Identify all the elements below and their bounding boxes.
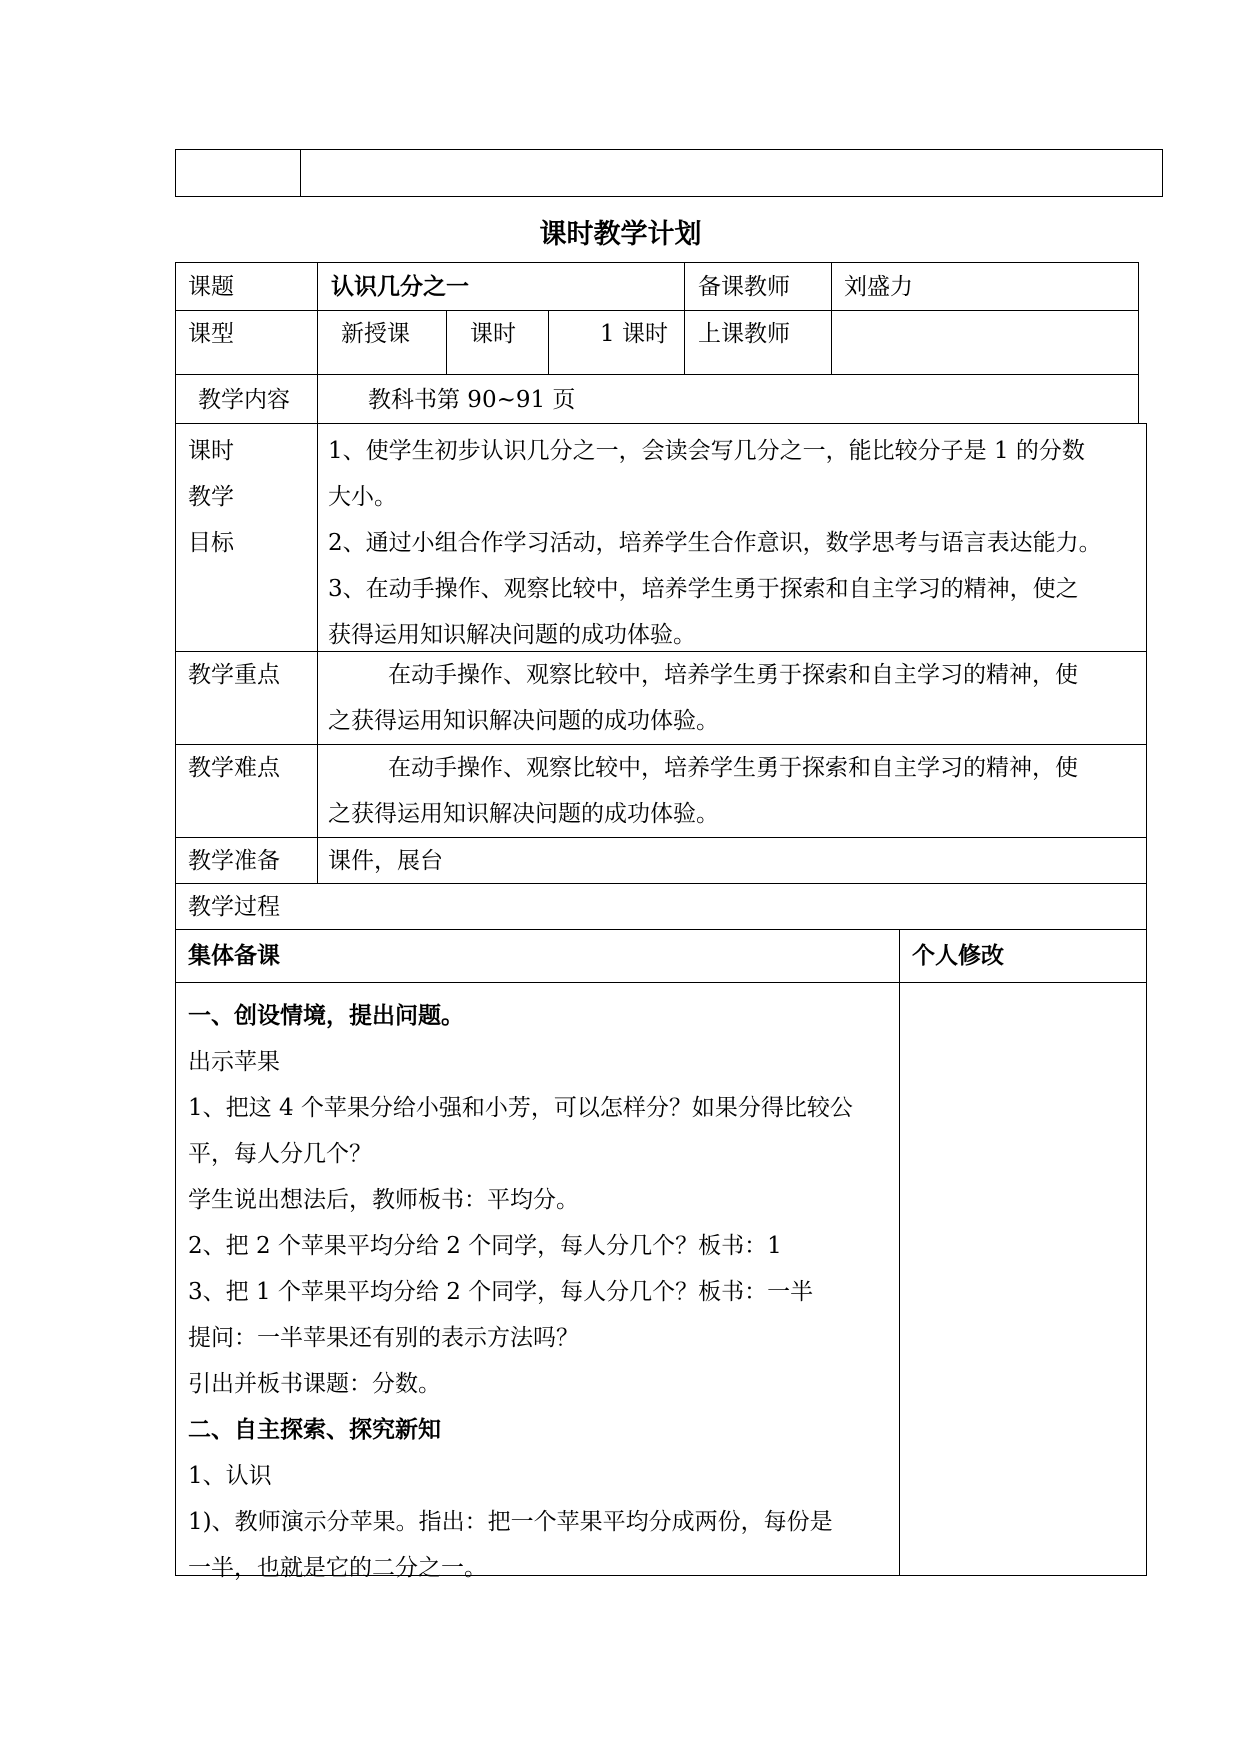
- process-line: 3、把 1 个苹果平均分给 2 个同学，每人分几个？板书：一半: [188, 1279, 814, 1305]
- divider: [317, 745, 318, 837]
- difficulties-line: 在动手操作、观察比较中，培养学生勇于探索和自主学习的精神，使: [388, 755, 1078, 781]
- row-goals: [175, 423, 1147, 652]
- row-process-body: [175, 982, 1147, 1581]
- goals-line: 获得运用知识解决问题的成功体验。: [328, 622, 696, 648]
- divider: [684, 311, 685, 374]
- topic-value: 认识几分之一: [331, 274, 469, 300]
- process-line: 引出并板书课题：分数。: [188, 1371, 441, 1397]
- process-line: 2、把 2 个苹果平均分给 2 个同学，每人分几个？板书：1: [188, 1233, 782, 1259]
- preparation-label: 教学准备: [188, 848, 280, 874]
- row-process: [175, 883, 1147, 930]
- process-line: 学生说出想法后，教师板书：平均分。: [188, 1187, 579, 1213]
- goals-label-2: 教学: [188, 484, 234, 510]
- page-title: 课时教学计划: [539, 219, 702, 250]
- key-points-label: 教学重点: [188, 662, 280, 688]
- row-process-headers: [175, 929, 1147, 983]
- divider: [831, 311, 832, 374]
- topic-label: 课题: [188, 274, 234, 300]
- divider: [684, 263, 685, 310]
- process-line: 平，每人分几个？: [188, 1141, 372, 1167]
- section-heading: 二、自主探索、探究新知: [188, 1417, 441, 1443]
- divider: [899, 930, 900, 982]
- row-key-points: [175, 651, 1147, 745]
- header-box-divider: [300, 150, 301, 196]
- difficulties-line: 之获得运用知识解决问题的成功体验。: [328, 801, 719, 827]
- divider: [899, 983, 900, 1575]
- goals-label-3: 目标: [188, 530, 234, 556]
- prep-teacher-value: 刘盛力: [844, 274, 913, 300]
- row-topic: [175, 262, 1139, 311]
- process-label: 教学过程: [188, 894, 280, 920]
- row-content: [175, 374, 1139, 424]
- process-line: 1)、教师演示分苹果。指出：把一个苹果平均分成两份，每份是: [188, 1509, 833, 1535]
- row-difficulties: [175, 744, 1147, 838]
- divider: [317, 838, 318, 883]
- goals-line: 大小。: [328, 484, 397, 510]
- type-value: 新授课: [341, 321, 410, 347]
- goals-line: 2、通过小组合作学习活动，培养学生合作意识，数学思考与语言表达能力。: [328, 530, 1102, 556]
- divider: [317, 263, 318, 310]
- process-line: 提问：一半苹果还有别的表示方法吗？: [188, 1325, 579, 1351]
- process-line: 1、认识: [188, 1463, 272, 1489]
- period-label: 课时: [470, 321, 516, 347]
- personal-edit-header: 个人修改: [912, 943, 1004, 969]
- prep-teacher-label: 备课教师: [698, 274, 790, 300]
- divider: [317, 652, 318, 744]
- process-line: 一半，也就是它的二分之一。: [188, 1555, 487, 1581]
- goals-label-1: 课时: [188, 438, 234, 464]
- content-label: 教学内容: [198, 387, 290, 413]
- group-prep-header: 集体备课: [188, 943, 280, 969]
- class-teacher-label: 上课教师: [698, 321, 790, 347]
- process-line: 1、把这 4 个苹果分给小强和小芳，可以怎样分？如果分得比较公: [188, 1095, 853, 1121]
- key-points-line: 之获得运用知识解决问题的成功体验。: [328, 708, 719, 734]
- key-points-line: 在动手操作、观察比较中，培养学生勇于探索和自主学习的精神，使: [388, 662, 1078, 688]
- goals-line: 1、使学生初步认识几分之一，会读会写几分之一，能比较分子是 1 的分数: [328, 438, 1085, 464]
- row-type: [175, 310, 1139, 375]
- divider: [317, 311, 318, 374]
- section-heading: 一、创设情境，提出问题。: [188, 1003, 464, 1029]
- divider: [548, 311, 549, 374]
- type-label: 课型: [188, 321, 234, 347]
- divider: [446, 311, 447, 374]
- header-blank-box: [175, 149, 1163, 197]
- goals-line: 3、在动手操作、观察比较中，培养学生勇于探索和自主学习的精神，使之: [328, 576, 1079, 602]
- process-line: 出示苹果: [188, 1049, 280, 1075]
- row-preparation: [175, 837, 1147, 884]
- preparation-value: 课件，展台: [328, 848, 443, 874]
- difficulties-label: 教学难点: [188, 755, 280, 781]
- content-value: 教科书第 90~91 页: [368, 387, 576, 413]
- divider: [317, 424, 318, 651]
- period-value: 1 课时: [600, 321, 668, 347]
- divider: [317, 375, 318, 423]
- divider: [831, 263, 832, 310]
